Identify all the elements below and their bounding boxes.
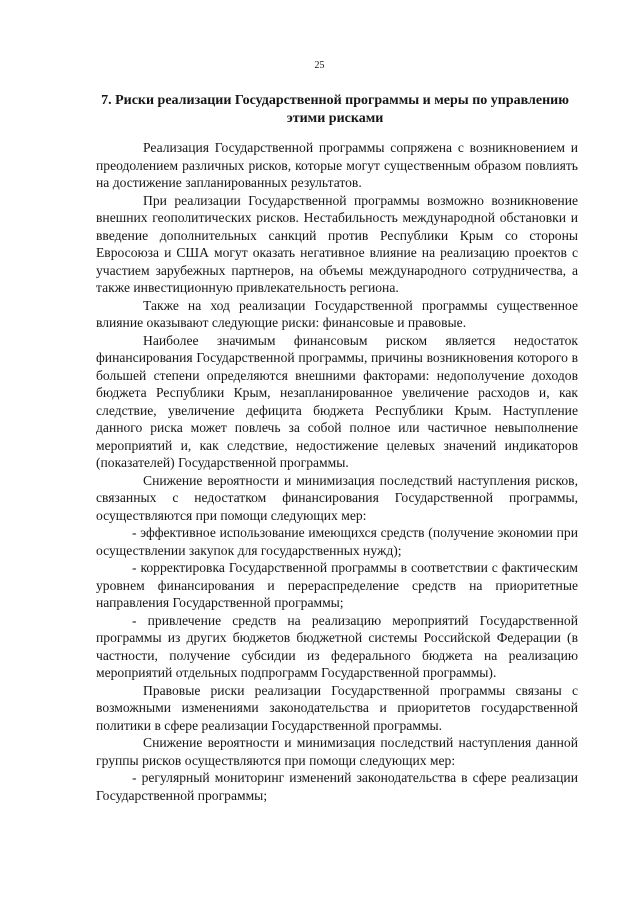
page-number: 25: [314, 60, 325, 71]
paragraph: Снижение вероятности и минимизация последствий наступления рисков, связанных с недостатком финансирования Государственной программы, осуществляются при помощи следующих мер:: [96, 472, 578, 523]
list-item: - привлечение средств на реализацию мероприятий Государственной программы из других бюджетов бюджетной системы Российской Федерации (в частности, получение субсидии из федерального бюджета на реализацию мероприятий отдельных подпрограмм Государственной программы).: [96, 612, 578, 680]
paragraph: Правовые риски реализации Государственной программы связаны с возможными изменениями законодательства и приоритетов государственной политики в сфере реализации Государственной программы.: [96, 682, 578, 733]
list-item: - эффективное использование имеющихся средств (получение экономии при осуществлении закупок для государственных нужд);: [96, 525, 578, 558]
paragraph: Снижение вероятности и минимизация последствий наступления данной группы рисков осуществляются при помощи следующих мер:: [96, 735, 578, 768]
list-item: - корректировка Государственной программы в соответствии с фактическим уровнем финансирования и перераспределение средств на приоритетные направления Государственной программы;: [96, 560, 578, 610]
paragraph: Реализация Государственной программы сопряжена с возникновением и преодолением различных рисков, которые могут существенным образом повлиять на достижение запланированных результатов.: [96, 140, 578, 190]
paragraph: Наиболее значимым финансовым риском является недостаток финансирования Государственной программы, причины возникновения которого в большей степени определяются внешними факторами: недополучение доходов бюджета Республики Крым, незапланированное увеличение расходов и, как следствие, увеличение дефицита бюджета Республики Крым. Наступление данного риска может повлечь за собой полное или частичное невыполнение мероприятий и, как следствие, недостижение целевых значений индикаторов (показателей) Государственной программы.: [96, 332, 578, 470]
paragraph: Также на ход реализации Государственной программы существенное влияние оказывают следующие риски: финансовые и правовые.: [96, 297, 578, 330]
paragraph: При реализации Государственной программы возможно возникновение внешних геополитических рисков. Нестабильность международной обстановки и введение дополнительных санкций против Республики Крым со стороны Евросоюза и США могут оказать негативное влияние на реализацию проектов с участием зарубежных партнеров, на объемы международного сотрудничества, а также инвестиционную привлекательность региона.: [96, 192, 578, 295]
list-item: - регулярный мониторинг изменений законодательства в сфере реализации Государственной программы;: [96, 770, 578, 803]
section-title: 7. Риски реализации Государственной программы и меры по управлению этими рисками: [101, 93, 569, 126]
body-text: [96, 139, 578, 804]
